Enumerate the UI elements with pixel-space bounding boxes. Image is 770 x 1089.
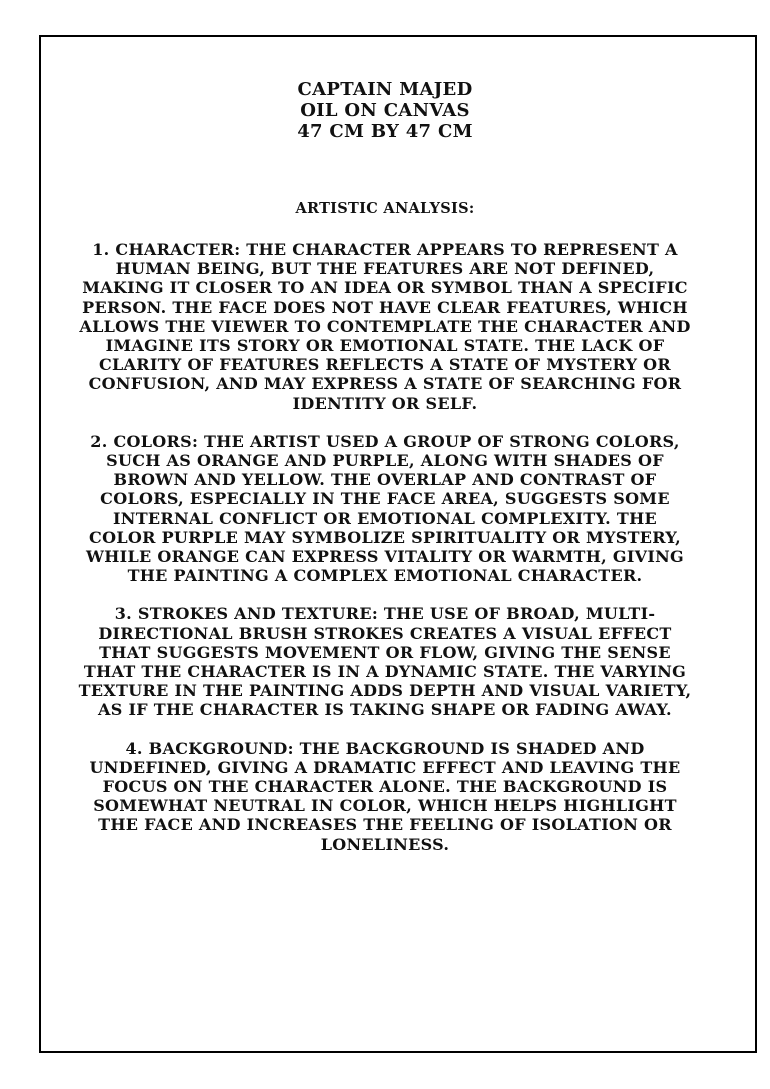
artwork-dimensions: 47 CM BY 47 CM	[297, 121, 473, 142]
artwork-medium: OIL ON CANVAS	[300, 100, 470, 121]
paragraph-character: 1. CHARACTER: THE CHARACTER APPEARS TO REPRESENT A HUMAN BEING, BUT THE FEATURES ARE NOT DEFINED, MAKING IT CLOSER TO AN IDEA OR SYMBOL THAN A SPECIFIC PERSON. THE FACE DOES NOT HAVE CLEAR FEATURES, WHICH ALLOWS THE VIEWER TO CONTEMPLATE THE CHARACTER AND IMAGINE ITS STORY OR EMOTIONAL STATE. THE LACK OF CLARITY OF FEATURES REFLECTS A STATE OF MYSTERY OR CONFUSION, AND MAY EXPRESS A STATE OF SEARCHING FOR IDENTITY OR SELF.	[79, 240, 691, 413]
document-body	[77, 79, 693, 854]
artwork-title-block	[77, 79, 693, 142]
artwork-title: CAPTAIN MAJED	[297, 79, 473, 100]
paragraph-background: 4. BACKGROUND: THE BACKGROUND IS SHADED AND UNDEFINED, GIVING A DRAMATIC EFFECT AND LEAVING THE FOCUS ON THE CHARACTER ALONE. THE BACKGROUND IS SOMEWHAT NEUTRAL IN COLOR, WHICH HELPS HIGHLIGHT THE FACE AND INCREASES THE FEELING OF ISOLATION OR LONELINESS.	[89, 738, 681, 854]
paragraph-strokes-texture: 3. STROKES AND TEXTURE: THE USE OF BROAD, MULTI-DIRECTIONAL BRUSH STROKES CREATES A VISUAL EFFECT THAT SUGGESTS MOVEMENT OR FLOW, GIVING THE SENSE THAT THE CHARACTER IS IN A DYNAMIC STATE. THE VARYING TEXTURE IN THE PAINTING ADDS DEPTH AND VISUAL VARIETY, AS IF THE CHARACTER IS TAKING SHAPE OR FADING AWAY.	[78, 604, 692, 720]
paragraph-colors: 2. COLORS: THE ARTIST USED A GROUP OF STRONG COLORS, SUCH AS ORANGE AND PURPLE, ALONG WITH SHADES OF BROWN AND YELLOW. THE OVERLAP AND CONTRAST OF COLORS, ESPECIALLY IN THE FACE AREA, SUGGESTS SOME INTERNAL CONFLICT OR EMOTIONAL COMPLEXITY. THE COLOR PURPLE MAY SYMBOLIZE SPIRITUALITY OR MYSTERY, WHILE ORANGE CAN EXPRESS VITALITY OR WARMTH, GIVING THE PAINTING A COMPLEX EMOTIONAL CHARACTER.	[85, 431, 685, 586]
analysis-heading: ARTISTIC ANALYSIS:	[295, 200, 475, 217]
